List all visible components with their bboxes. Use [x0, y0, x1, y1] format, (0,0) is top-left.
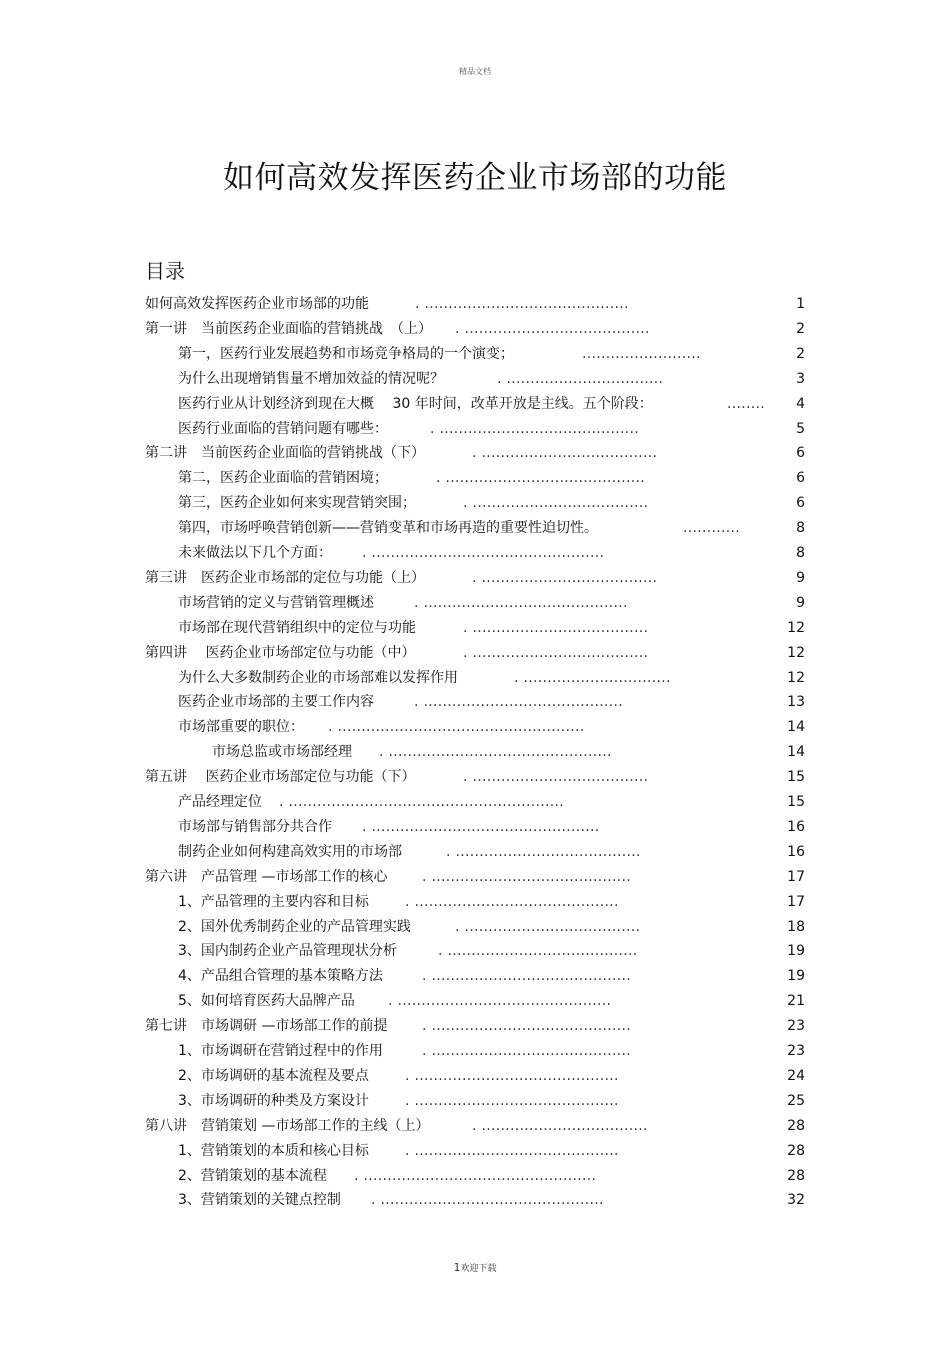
toc-entry[interactable] — [0, 989, 950, 1014]
toc-dot-leader: . ................................................. — [362, 545, 605, 561]
toc-entry-title: 如何高效发挥医药企业市场部的功能 — [145, 296, 369, 312]
toc-dot-leader: . ............................................... — [371, 1192, 604, 1209]
toc-entry[interactable] — [0, 740, 950, 765]
toc-entry-page: 28 — [787, 1167, 805, 1184]
toc-entry-page: 17 — [787, 893, 805, 910]
toc-entry[interactable] — [0, 815, 950, 840]
toc-entry[interactable] — [0, 566, 950, 591]
toc-dot-leader: . ..................................... — [463, 644, 649, 661]
toc-entry[interactable] — [0, 715, 950, 740]
toc-entry-page: 8 — [796, 545, 805, 561]
toc-entry[interactable] — [0, 666, 950, 691]
toc-entry-title: 1、营销策划的本质和核心目标 — [178, 1142, 369, 1159]
toc-entry-page: 24 — [787, 1067, 805, 1084]
toc-entry-page: 4 — [796, 395, 805, 412]
toc-dot-leader: . ..................................... — [455, 918, 641, 935]
toc-entry-page: 13 — [787, 694, 805, 711]
toc-entry-title: 第六讲 产品管理 —市场部工作的核心 — [145, 868, 388, 885]
toc-entry-title: 第一，医药行业发展趋势和市场竞争格局的一个演变； — [178, 345, 514, 362]
toc-entry[interactable] — [0, 1164, 950, 1189]
toc-entry[interactable] — [0, 939, 950, 964]
toc-entry-title: 2、营销策划的基本流程 — [178, 1167, 327, 1184]
toc-entry-title: 第五讲 医药企业市场部定位与功能（下） — [145, 769, 416, 786]
toc-entry-title: 第七讲 市场调研 —市场部工作的前提 — [145, 1018, 388, 1035]
toc-entry-page: 2 — [796, 320, 805, 337]
toc-entry-page: 2 — [796, 345, 805, 362]
toc-entry-page: 14 — [787, 744, 805, 761]
toc-entry-page: 28 — [787, 1142, 805, 1159]
toc-entry-page: 15 — [787, 794, 805, 810]
toc-entry[interactable] — [0, 790, 950, 815]
toc-entry[interactable] — [0, 392, 950, 417]
toc-dot-leader: . ............................................... — [379, 744, 612, 761]
toc-entry-title: 为什么大多数制药企业的市场部难以发挥作用 — [178, 669, 458, 686]
toc-entry-page: 3 — [796, 370, 805, 387]
toc-entry[interactable] — [0, 1039, 950, 1064]
toc-entry[interactable] — [0, 367, 950, 392]
toc-entry[interactable] — [0, 466, 950, 491]
toc-dot-leader: . .......................................... — [436, 470, 646, 487]
toc-entry-title: 4、产品组合管理的基本策略方法 — [178, 968, 383, 985]
toc-entry-page: 19 — [787, 943, 805, 960]
toc-entry-page: 6 — [796, 470, 805, 487]
toc-dot-leader: . ........................................... — [405, 1142, 619, 1159]
toc-entry[interactable] — [0, 865, 950, 890]
toc-entry-page: 6 — [796, 495, 805, 512]
toc-entry[interactable] — [0, 641, 950, 666]
document-title: 如何高效发挥医药企业市场部的功能 — [223, 160, 727, 196]
toc-dot-leader: . ........................................... — [414, 594, 628, 611]
toc-dot-leader: . ........................................... — [415, 296, 629, 312]
toc-dot-leader: . ................................................ — [362, 818, 600, 835]
toc-dot-leader: . ................................. — [497, 370, 664, 387]
toc-entry-page: 1 — [796, 296, 805, 312]
toc-entry-title: 医药行业从计划经济到现在大概 30 年时间，改革开放是主线。五个阶段： — [178, 395, 653, 412]
toc-dot-leader: . ........................................... — [405, 1092, 619, 1109]
toc-entry-title: 市场部重要的职位： — [178, 719, 304, 736]
footer-watermark: 欢迎下载 — [460, 1264, 497, 1274]
toc-entry[interactable] — [0, 342, 950, 367]
toc-entry-page: 12 — [787, 644, 805, 661]
toc-entry-page: 8 — [796, 520, 805, 537]
toc-dot-leader: ......................... — [582, 345, 701, 362]
toc-entry-page: 9 — [796, 569, 805, 586]
toc-entry[interactable] — [0, 1064, 950, 1089]
toc-dot-leader: . .......................................... — [422, 868, 632, 885]
toc-dot-leader: . ..................................... — [472, 445, 658, 462]
toc-entry-title: 3、营销策划的关键点控制 — [178, 1192, 341, 1209]
toc-entry-title: 1、产品管理的主要内容和目标 — [178, 893, 369, 910]
toc-entry-title: 3、市场调研的种类及方案设计 — [178, 1092, 369, 1109]
toc-dot-leader: . ............................................. — [388, 993, 612, 1010]
toc-entry[interactable] — [0, 292, 950, 317]
toc-entry[interactable] — [0, 915, 950, 940]
footer-page-number: 1 — [453, 1261, 461, 1274]
toc-entry-page: 16 — [787, 818, 805, 835]
toc-entry-page: 17 — [787, 868, 805, 885]
toc-entry-page: 6 — [796, 445, 805, 462]
toc-dot-leader: . ................................................. — [354, 1167, 597, 1184]
toc-entry-page: 5 — [796, 420, 805, 437]
toc-entry-title: 2、国外优秀制药企业的产品管理实践 — [178, 918, 411, 935]
toc-entry-title: 第四讲 医药企业市场部定位与功能（中） — [145, 644, 416, 661]
toc-entry[interactable] — [0, 417, 950, 442]
toc-dot-leader: . .......................................... — [422, 1018, 632, 1035]
toc-dot-leader: ........ — [727, 395, 766, 412]
toc-entry-title: 第一讲 当前医药企业面临的营销挑战 （上） — [145, 320, 432, 337]
toc-entry-page: 14 — [787, 719, 805, 736]
toc-entry-page: 23 — [787, 1043, 805, 1059]
toc-dot-leader: . ..................................... — [472, 569, 658, 586]
toc-entry-page: 19 — [787, 968, 805, 985]
toc-entry-title: 第三，医药企业如何来实现营销突围； — [178, 495, 416, 512]
toc-dot-leader: . ..................................... — [463, 495, 649, 512]
toc-dot-leader: . ..................................... — [463, 619, 649, 636]
toc-entry-title: 第二，医药企业面临的营销困境； — [178, 470, 388, 487]
toc-entry[interactable] — [0, 591, 950, 616]
toc-entry[interactable] — [0, 317, 950, 342]
toc-dot-leader: . ................................... — [472, 1117, 648, 1134]
toc-dot-leader: . ........................................... — [405, 893, 619, 910]
header-watermark: 精品文档 — [459, 67, 491, 76]
toc-dot-leader: ............ — [683, 520, 741, 537]
toc-dot-leader: . .................................................... — [328, 719, 585, 736]
toc-entry-title: 第三讲 医药企业市场部的定位与功能（上） — [145, 569, 425, 586]
toc-entry-title: 市场营销的定义与营销管理概述 — [178, 594, 374, 611]
toc-dot-leader: . .......................................... — [414, 694, 624, 711]
toc-entry-title: 为什么出现增销售量不增加效益的情况呢？ — [178, 370, 444, 387]
toc-entry-title: 2、市场调研的基本流程及要点 — [178, 1067, 369, 1084]
toc-entry-page: 32 — [787, 1192, 805, 1209]
toc-dot-leader: . ..................................... — [463, 769, 649, 786]
toc-entry[interactable] — [0, 1014, 950, 1039]
toc-entry-title: 市场部在现代营销组织中的定位与功能 — [178, 619, 416, 636]
toc-entry[interactable] — [0, 1139, 950, 1164]
toc-dot-leader: . ............................... — [514, 669, 671, 686]
toc-entry-page: 9 — [796, 594, 805, 611]
toc-entry-title: 制药企业如何构建高效实用的市场部 — [178, 843, 402, 860]
toc-entry[interactable] — [0, 690, 950, 715]
toc-entry-title: 第二讲 当前医药企业面临的营销挑战（下） — [145, 445, 425, 462]
toc-dot-leader: . .......................................... — [430, 420, 640, 437]
toc-entry-page: 18 — [787, 918, 805, 935]
toc-entry-page: 23 — [787, 1018, 805, 1035]
toc-entry-title: 市场部与销售部分共合作 — [178, 818, 332, 835]
toc-dot-leader: . .......................................... — [422, 968, 632, 985]
toc-dot-leader: . ........................................ — [438, 943, 638, 960]
toc-dot-leader: . ....................................... — [455, 320, 650, 337]
toc-entry-title: 1、市场调研在营销过程中的作用 — [178, 1043, 383, 1059]
toc-entry-title: 市场总监或市场部经理 — [212, 744, 352, 761]
toc-entry-page: 21 — [787, 993, 805, 1010]
toc-entry-page: 15 — [787, 769, 805, 786]
toc-entry[interactable] — [0, 964, 950, 989]
toc-entry-title: 医药行业面临的营销问题有哪些： — [178, 420, 388, 437]
toc-entry[interactable] — [0, 491, 950, 516]
toc-entry-title: 未来做法以下几个方面： — [178, 545, 332, 561]
footer — [0, 1261, 950, 1274]
toc-entry-page: 12 — [787, 669, 805, 686]
toc-dot-leader: . ....................................... — [446, 843, 641, 860]
toc-entry[interactable] — [0, 441, 950, 466]
toc-heading: 目录 — [145, 259, 185, 283]
toc-entry-title: 5、如何培育医药大品牌产品 — [178, 993, 355, 1010]
toc-dot-leader: . ........................................... — [405, 1067, 619, 1084]
toc-entry-title: 产品经理定位 — [178, 794, 262, 810]
toc-entry-page: 25 — [787, 1092, 805, 1109]
toc-entry-page: 16 — [787, 843, 805, 860]
toc-entry[interactable] — [0, 765, 950, 790]
toc-entry[interactable] — [0, 516, 950, 541]
toc-dot-leader: . .......................................................... — [279, 794, 565, 810]
toc-entry-page: 12 — [787, 619, 805, 636]
toc-dot-leader: . .......................................... — [422, 1043, 632, 1059]
toc-entry[interactable] — [0, 616, 950, 641]
toc-entry-title: 第八讲 营销策划 —市场部工作的主线（上） — [145, 1117, 430, 1134]
toc-entry-title: 医药企业市场部的主要工作内容 — [178, 694, 374, 711]
toc-entry[interactable] — [0, 840, 950, 865]
toc-entry-page: 28 — [787, 1117, 805, 1134]
toc-entry[interactable] — [0, 541, 950, 566]
toc-entry-title: 第四，市场呼唤营销创新——营销变革和市场再造的重要性迫切性。 — [178, 520, 598, 537]
toc-entry-title: 3、国内制药企业产品管理现状分析 — [178, 943, 397, 960]
toc-entry[interactable] — [0, 1114, 950, 1139]
toc-entry[interactable] — [0, 1188, 950, 1213]
toc-entry[interactable] — [0, 890, 950, 915]
toc-entry[interactable] — [0, 1089, 950, 1114]
